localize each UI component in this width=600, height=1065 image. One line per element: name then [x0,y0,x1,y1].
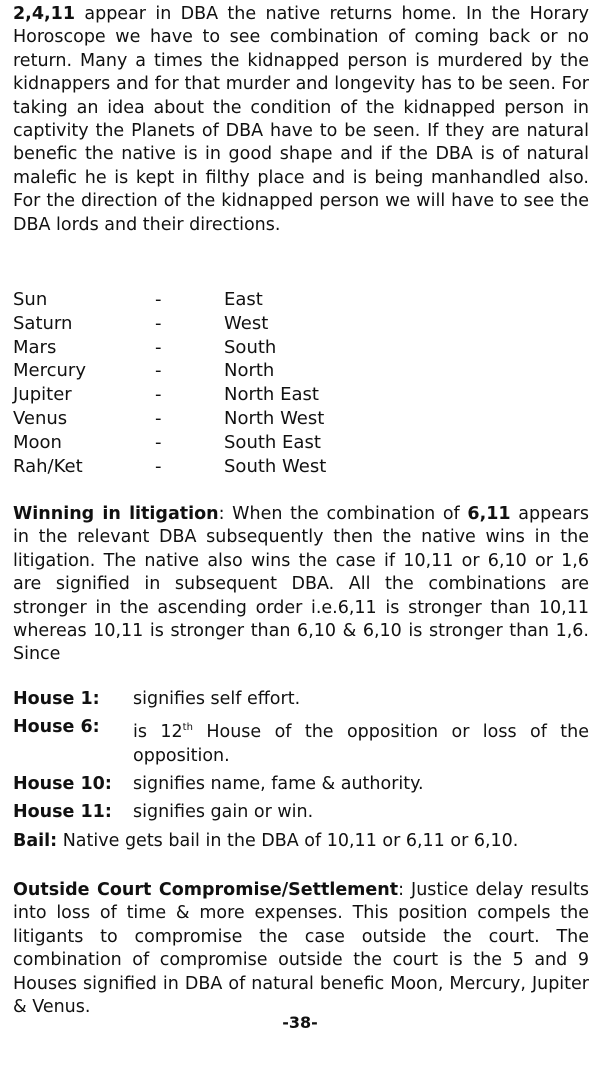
direction-row [13,455,589,479]
house-label: House 1: [13,689,100,709]
house-description: signifies gain or win. [133,802,314,823]
separator: - [155,336,162,358]
house-description [133,716,589,768]
separator: - [155,360,162,382]
separator: - [155,289,162,310]
direction-row [13,312,589,336]
planet-direction-table [13,288,589,478]
separator: - [155,407,162,429]
house-desc-post: House of the opposition or loss of the opposition. [133,722,589,766]
house-significations [13,688,589,853]
separator: - [155,455,162,477]
house-description: signifies self effort. [133,689,301,709]
planet-name: Jupiter [13,384,72,406]
paragraph-litigation [13,503,589,667]
direction-row [13,359,589,383]
planet-name: Venus [13,407,68,429]
paragraph-compromise [13,879,589,1019]
bail-line [13,830,589,853]
litigation-text-1: : When the combination of [218,504,468,524]
litigation-combination: 6,11 [467,504,511,524]
ordinal-suffix: th [182,722,193,734]
bail-text: Native gets bail in the DBA of 10,11 or 6,11 or 6,10. [57,830,519,851]
planet-name: Mercury [13,360,86,382]
direction-name: North West [224,407,325,429]
direction-row [13,336,589,360]
compromise-heading: Outside Court Compromise/Settlement [13,880,399,900]
direction-name: West [224,312,269,334]
direction-row [13,407,589,431]
planet-name: Moon [13,431,62,453]
compromise-text: : Justice delay results into loss of time & more expenses. This position compels the litigants to compromise the case outside the court. The combination of compromise outside the court is the 5 and 9 Houses signified in DBA of natural benefic Moon, Mercury, Jupiter & Venus. [13,880,589,1018]
separator: - [155,431,162,453]
house-desc-pre: is 12 [133,722,183,743]
house-description: signifies name, fame & authority. [133,774,424,795]
direction-name: North East [224,384,319,406]
separator: - [155,384,162,406]
bail-label: Bail: [13,830,58,851]
direction-row [13,383,589,407]
planet-name: Saturn [13,312,73,334]
paragraph-text: appear in DBA the native returns home. In the Horary Horoscope we have to see combination of coming back or no return. Many a times the kidnapped person is murdered by the kidnappers and for that murder and longevity has to be seen. For taking an idea about the condition of the kidnapped person in captivity the Planets of DBA have to be seen. If they are natural benefic the native is in good shape and if the DBA is of natural malefic he is kept in filthy place and is being manhandled also. For the direction of the kidnapped person we will have to see the DBA lords and their directions. [13,4,589,235]
planet-name: Mars [13,336,57,358]
house-row [13,688,589,711]
direction-name: South [224,336,277,358]
house-label: House 6: [13,717,100,738]
house-label: House 11: [13,802,112,823]
litigation-text-2: appears in the relevant DBA subsequently then the native wins in the litigation. The native also wins the case if 10,11 or 6,10 or 1,6 are signified in subsequent DBA. All the combinations are stronger in the ascending order i.e.6,11 is stronger than 10,11 whereas 10,11 is stronger than 6,10 & 6,10 is stronger than 1,6. Since [13,504,589,665]
direction-name: East [224,289,263,310]
planet-name: Sun [13,289,48,310]
house-row [13,801,589,824]
paragraph-kidnapping [13,3,589,237]
house-row [13,773,589,796]
planet-name: Rah/Ket [13,455,83,477]
combination-lead: 2,4,11 [13,4,76,24]
page-number: -38- [282,1013,318,1032]
separator: - [155,312,162,334]
direction-name: South West [224,455,327,477]
direction-name: South East [224,431,321,453]
direction-row [13,288,589,312]
house-row [13,716,589,768]
direction-row [13,431,589,455]
direction-name: North [224,360,275,382]
house-label: House 10: [13,774,112,795]
litigation-heading: Winning in litigation [13,504,219,524]
